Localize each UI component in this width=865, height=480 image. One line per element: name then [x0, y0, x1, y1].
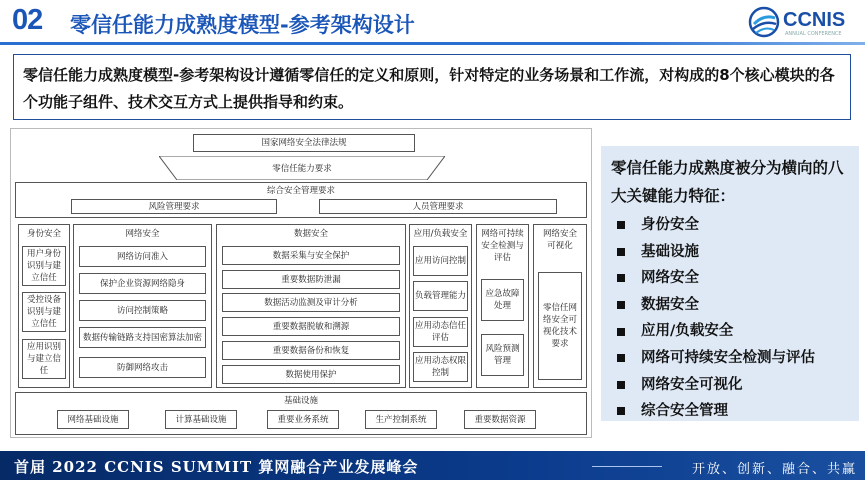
list-item: [611, 239, 849, 266]
law-box: 国家网络安全法律法规: [193, 134, 415, 152]
footer-slogan: 开放、创新、融合、共赢: [691, 462, 857, 477]
capability-label: 身份安全: [641, 217, 699, 233]
list-item: [611, 318, 849, 345]
mgmt-title: 综合安全管理要求: [266, 186, 335, 196]
capability-panel: [601, 146, 859, 421]
capability-list: [611, 212, 849, 425]
bullet-square-icon: [617, 407, 625, 415]
data-item: 重要数据防泄漏: [222, 270, 400, 289]
personnel-mgmt-box: 人员管理要求: [319, 199, 557, 214]
bullet-square-icon: [617, 248, 625, 256]
app-item: 应用动态信任评估: [413, 317, 468, 347]
data-item: 数据活动监测及审计分析: [222, 293, 400, 312]
app-item: 负载管理能力: [413, 281, 468, 311]
infra-item: 重要数据资源: [464, 410, 536, 429]
logo-text: CCNIS: [783, 9, 846, 31]
infra-item: 重要业务系统: [267, 410, 339, 429]
network-item: 网络访问准入: [79, 246, 206, 267]
monitor-item: 应急故障处理: [481, 279, 524, 321]
footer-summit-title: 首届 2022 CCNIS SUMMIT 算网融合产业发展峰会: [14, 458, 419, 476]
list-item: [611, 292, 849, 319]
visual-title: 网络安全可视化: [542, 229, 577, 251]
capability-requirement-label: 零信任能力要求: [272, 164, 332, 174]
data-item: 重要数据备份和恢复: [222, 341, 400, 360]
capability-label: 应用/负载安全: [641, 323, 734, 340]
infra-item: 网络基础设施: [57, 410, 129, 429]
list-item: [611, 265, 849, 292]
network-item: 数据传输链路支持国密算法加密: [79, 327, 206, 348]
footer-banner: [0, 451, 865, 480]
bullet-square-icon: [617, 274, 625, 282]
capability-label: 基础设施: [641, 243, 699, 260]
data-title: 数据安全: [293, 229, 328, 239]
data-item: 数据使用保护: [222, 365, 400, 384]
capability-requirement-shape: [159, 156, 445, 180]
capability-panel-title: 零信任能力成熟度被分为横向的八大关键能力特征：: [611, 159, 844, 205]
bullet-square-icon: [617, 381, 625, 389]
data-item: 重要数据脱敏和溯源: [222, 317, 400, 336]
list-item: [611, 372, 849, 399]
app-item: 应用访问控制: [413, 246, 468, 276]
network-title: 网络安全: [125, 229, 160, 239]
app-title: 应用/负载安全: [413, 229, 468, 239]
network-item: 保护企业资源网络隐身: [79, 273, 206, 294]
bullet-square-icon: [617, 221, 625, 229]
infra-title: 基础设施: [283, 396, 318, 406]
infra-item: 计算基础设施: [165, 410, 237, 429]
network-item: 访问控制策略: [79, 300, 206, 321]
risk-mgmt-box: 风险管理要求: [71, 199, 277, 214]
capability-label: 数据安全: [641, 296, 699, 313]
logo-subtext: ANNUAL CONFERENCE: [785, 31, 842, 37]
page-title: 零信任能力成熟度模型-参考架构设计: [70, 13, 415, 37]
header-divider: [0, 42, 865, 45]
footer-divider: [592, 466, 662, 467]
intro-box: 零信任能力成熟度模型-参考架构设计遵循零信任的定义和原则，针对特定的业务场景和工作流，对构成的8个核心模块的各个功能子组件、技术交互方式上提供指导和约束。: [13, 54, 851, 120]
capability-label: 网络安全可视化: [641, 376, 743, 393]
monitor-title: 网络可持续安全检测与评估: [481, 229, 524, 263]
data-item: 数据采集与安全保护: [222, 246, 400, 265]
section-number: 02: [12, 4, 43, 36]
list-item: [611, 212, 849, 239]
ccnis-logo-icon: [748, 6, 780, 38]
list-item: [611, 398, 849, 425]
visual-item: 零信任网络安全可视化技术要求: [538, 272, 582, 380]
identity-item: 用户身份识别与建立信任: [22, 246, 66, 286]
identity-item: 受控设备识别与建立信任: [22, 292, 66, 332]
capability-label: 综合安全管理: [641, 403, 728, 420]
bullet-square-icon: [617, 301, 625, 309]
list-item: [611, 345, 849, 372]
identity-title: 身份安全: [26, 229, 61, 239]
capability-label: 网络可持续安全检测与评估: [641, 349, 815, 366]
bullet-square-icon: [617, 354, 625, 362]
network-item: 防御网络攻击: [79, 357, 206, 378]
infra-item: 生产控制系统: [365, 410, 437, 429]
ccnis-logo: [748, 6, 856, 40]
bullet-square-icon: [617, 328, 625, 336]
monitor-item: 风险预测管理: [481, 334, 524, 376]
capability-label: 网络安全: [641, 270, 699, 287]
identity-item: 应用识别与建立信任: [22, 339, 66, 379]
architecture-diagram: [10, 128, 592, 438]
app-item: 应用动态权限控制: [413, 352, 468, 382]
